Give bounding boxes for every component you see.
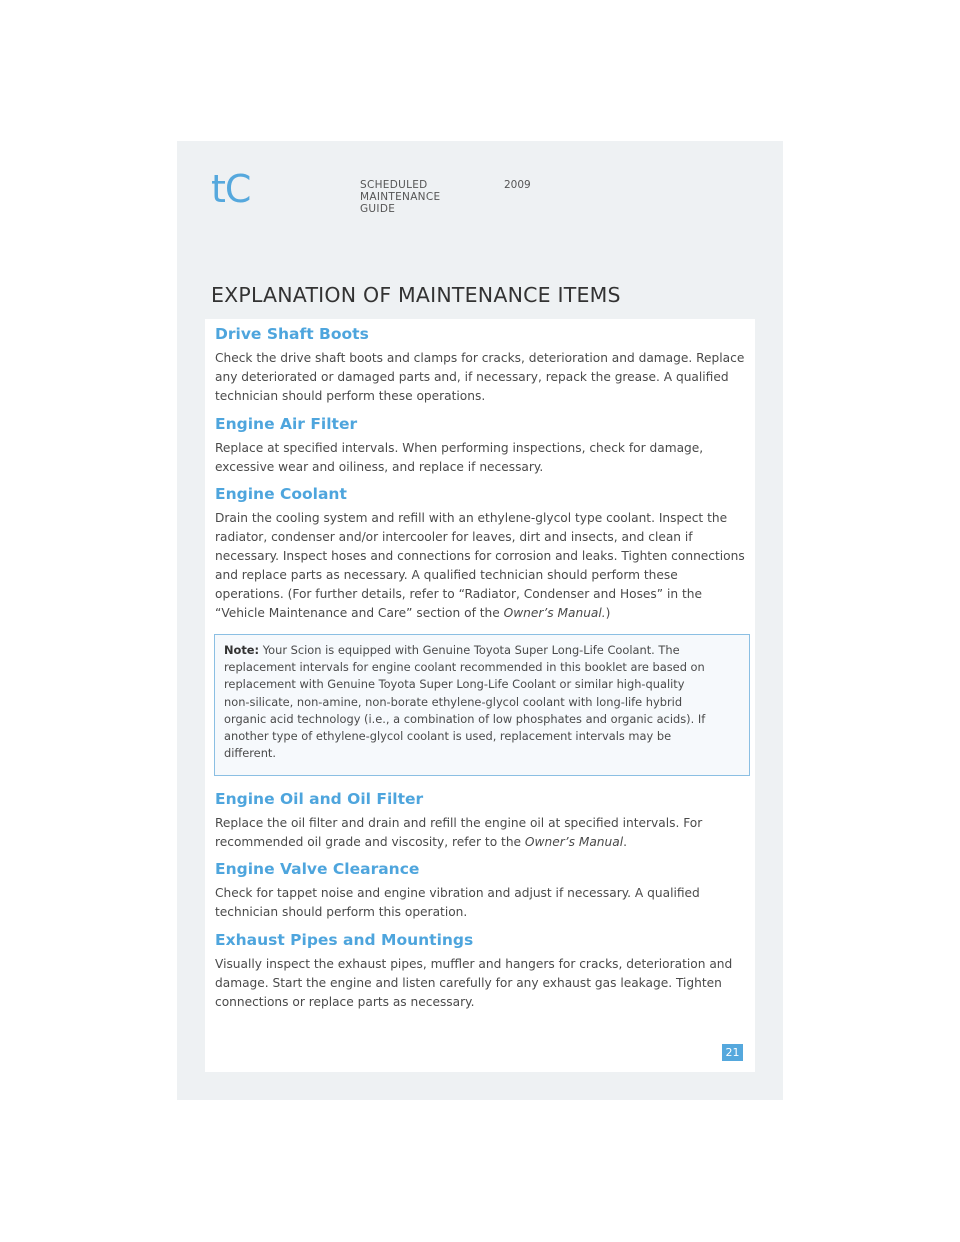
- item-engine-oil: [215, 788, 755, 852]
- item-body-text: Drain the cooling system and refill with an ethylene-glycol type coolant. Inspect the radiator, condenser and/or intercooler for leaves, dirt and insects, and clean if necessary. Inspect hoses and connections for corrosion and leaks. Tighten connections and replace parts as necessary. A qualified technician should perform these operations. (For further details, refer to “Radiator, Condenser and Hoses” in the “Vehicle Maintenance and Care” section of the: [215, 511, 745, 620]
- item-engine-air-filter: [215, 413, 755, 477]
- item-engine-valve-clearance: [215, 858, 755, 922]
- item-title: Drive Shaft Boots: [215, 325, 369, 343]
- item-body: [215, 814, 755, 852]
- section-heading: EXPLANATION OF MAINTENANCE ITEMS: [211, 283, 621, 307]
- item-title: Engine Air Filter: [215, 415, 358, 433]
- item-body: Check the drive shaft boots and clamps for cracks, deterioration and damage. Replace any deteriorated or damaged parts and, if necessary, repack the grease. A qualified technician should perform these operations.: [215, 351, 745, 403]
- note-text: [224, 642, 744, 762]
- note-body: Your Scion is equipped with Genuine Toyota Super Long-Life Coolant. The replacement intervals for engine coolant recommended in this booklet are based on replacement with Genuine Toyota Super Long-Life Coolant or similar high-quality non-silicate, non-amine, non-borate ethylene-glycol coolant with long-life hybrid organic acid technology (i.e., a combination of low phosphates and organic acids). If another type of ethylene-glycol coolant is used, replacement intervals may be different.: [224, 643, 706, 761]
- item-body: Visually inspect the exhaust pipes, muffler and hangers for cracks, deterioration and damage. Start the engine and listen carefully for any exhaust gas leakage. Tighten connections or replace parts as necessary.: [215, 957, 733, 1009]
- item-title: Exhaust Pipes and Mountings: [215, 931, 474, 949]
- item-body-tail: ): [605, 606, 611, 620]
- item-body: Replace at specified intervals. When performing inspections, check for damage, excessive wear and oiliness, and replace if necessary.: [215, 441, 704, 474]
- item-drive-shaft-boots: [215, 323, 755, 406]
- item-title: Engine Valve Clearance: [215, 860, 420, 878]
- model-logo: tC: [211, 167, 251, 211]
- item-title: Engine Coolant: [215, 485, 347, 503]
- guide-title: SCHEDULED MAINTENANCE GUIDE: [360, 179, 441, 215]
- guide-year: 2009: [504, 179, 531, 191]
- item-body: [215, 509, 755, 623]
- item-engine-coolant: [215, 483, 755, 623]
- item-body-text: Replace the oil filter and drain and refill the engine oil at specified intervals. For recommended oil grade and viscosity, refer to the: [215, 816, 703, 849]
- item-exhaust-pipes: [215, 929, 755, 1012]
- note-label: Note:: [224, 643, 260, 657]
- item-body-tail: .: [623, 835, 627, 849]
- item-body-emphasis: Owner’s Manual: [524, 835, 624, 849]
- item-body: Check for tappet noise and engine vibration and adjust if necessary. A qualified technician should perform this operation.: [215, 886, 700, 919]
- item-body-emphasis: Owner’s Manual.: [503, 606, 606, 620]
- item-title: Engine Oil and Oil Filter: [215, 790, 424, 808]
- page-number: 21: [722, 1044, 743, 1061]
